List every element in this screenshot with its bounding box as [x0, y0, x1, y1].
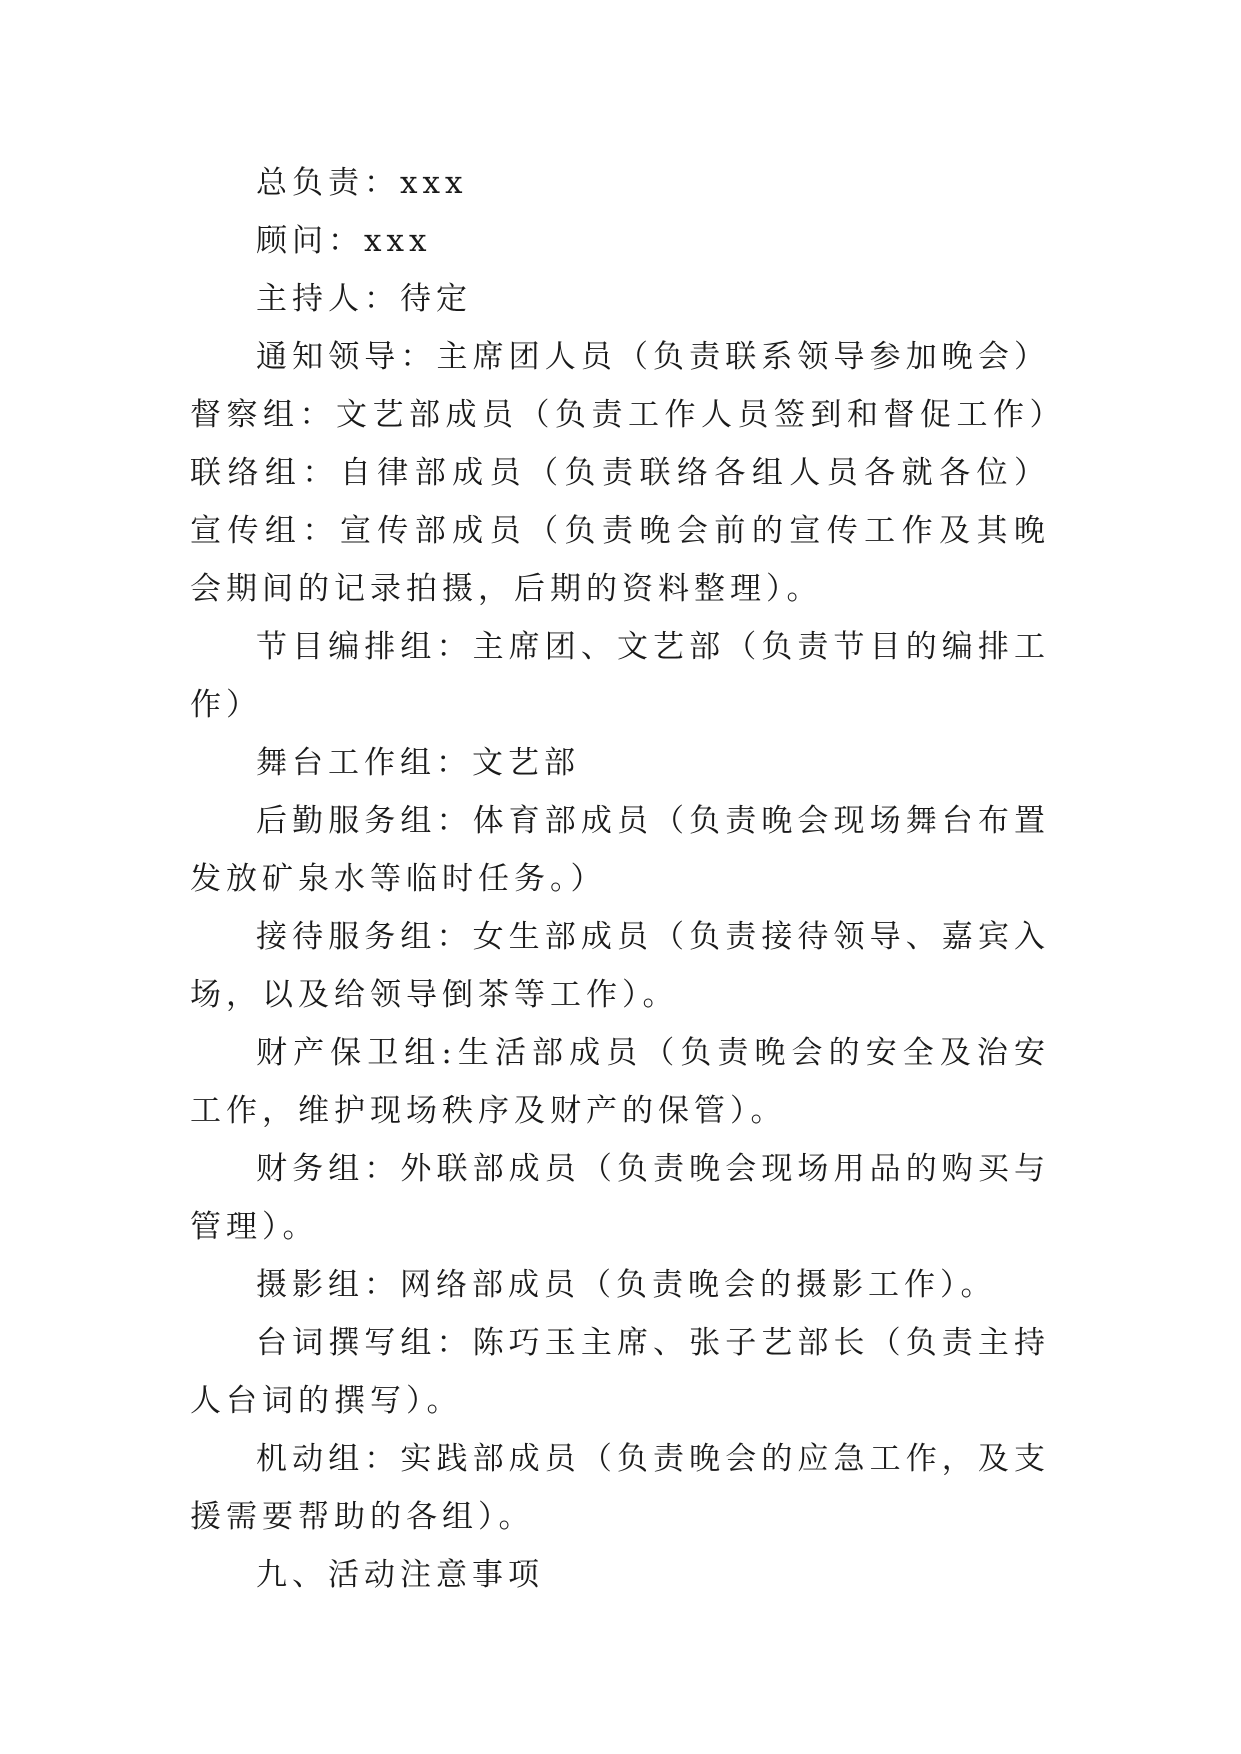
paragraph-security-group: 财产保卫组:生活部成员（负责晚会的安全及治安工作，维护现场秩序及财产的保管）。 — [190, 1035, 1050, 1129]
paragraph-finance-group: 财务组：外联部成员（负责晚会现场用品的购买与管理）。 — [190, 1151, 1050, 1245]
paragraph-general-lead: 总负责：xxx — [256, 165, 468, 201]
paragraph-photography-group: 摄影组：网络部成员（负责晚会的摄影工作）。 — [256, 1267, 997, 1303]
paragraph-stage-group: 舞台工作组：文艺部 — [256, 745, 580, 781]
paragraph-logistics-group: 后勤服务组：体育部成员（负责晚会现场舞台布置发放矿泉水等临时任务。） — [190, 803, 1050, 897]
paragraph-host: 主持人：待定 — [256, 281, 472, 317]
paragraph-advisor: 顾问：xxx — [256, 223, 432, 259]
paragraph-script-group: 台词撰写组：陈巧玉主席、张子艺部长（负责主持人台词的撰写）。 — [190, 1325, 1050, 1419]
document-body — [190, 154, 1050, 1604]
paragraph-reception-group: 接待服务组：女生部成员（负责接待领导、嘉宾入场，以及给领导倒茶等工作）。 — [190, 919, 1050, 1013]
section-heading-notes: 九、活动注意事项 — [256, 1557, 544, 1593]
paragraph-program-group: 节目编排组：主席团、文艺部（负责节目的编排工作） — [190, 629, 1050, 723]
paragraph-notify-leaders: 通知领导：主席团人员（负责联系领导参加晚会）督察组：文艺部成员（负责工作人员签到和督促工作）联络组：自律部成员（负责联络各组人员各就各位）宣传组：宣传部成员（负责晚会前的宣传工作及其晚会期间的记录拍摄，后期的资料整理）。 — [190, 339, 1050, 607]
paragraph-mobile-group: 机动组：实践部成员（负责晚会的应急工作，及支援需要帮助的各组）。 — [190, 1441, 1050, 1535]
